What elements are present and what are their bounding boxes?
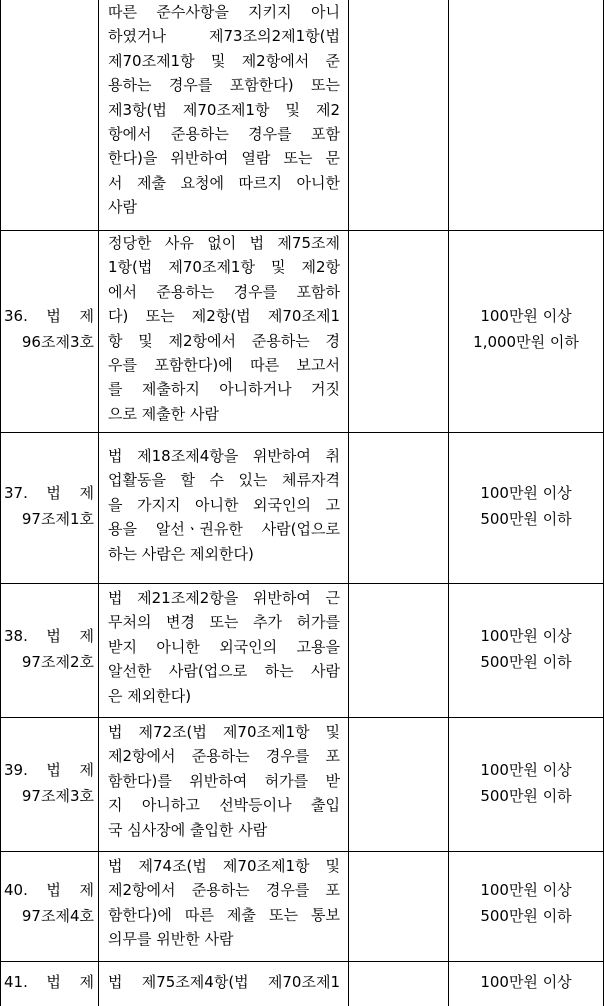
- description-line: 의무를 위반한 사람: [108, 930, 234, 949]
- article-number: [4, 623, 94, 675]
- column-divider: [348, 0, 349, 1006]
- description-line: 정당한 사유 없이 법 제75조제: [108, 234, 340, 252]
- article-number-line: 97조제2호: [21, 653, 94, 671]
- article-number-line: 96조제3호: [21, 333, 94, 351]
- description-line: 법 제74조(법 제70조제1항 및: [108, 857, 340, 875]
- description-line: 다) 또는 제2항(법 제70조제1: [108, 307, 340, 326]
- description-line: 하는 사람은 제외한다): [108, 544, 254, 563]
- description-line: 따른 준수사항을 지키지 아니: [108, 3, 340, 21]
- penalty-min: 100만원 이상: [480, 881, 572, 899]
- penalty-amount: [452, 757, 600, 809]
- article-number-line: 39. 법 제: [4, 761, 94, 779]
- description-line: 하였거나 제73조의2제1항(법: [108, 27, 340, 46]
- article-number: [4, 480, 94, 532]
- article-number-line: 97조제4호: [21, 907, 94, 925]
- row-divider: [0, 432, 604, 433]
- description-line: 알선한 사람(업으로 하는 사람: [108, 662, 340, 681]
- description-line: 항 및 제2항에서 준용하는 경: [108, 331, 340, 350]
- penalty-max: 1,000만원 이하: [473, 333, 579, 351]
- description-line: 법 제21조제2항을 위반하여 근: [108, 589, 340, 607]
- penalty-max: 500만원 이하: [480, 510, 572, 528]
- description-line: 법 제75조제4항(법 제70조제1: [108, 973, 340, 991]
- description-line: 업활동을 할 수 있는 체류자격: [108, 471, 340, 490]
- description-line: 용을 알선ㆍ권유한 사람(업으로: [108, 520, 340, 539]
- violation-description: [108, 854, 340, 952]
- violation-description: [108, 444, 340, 566]
- penalty-min: 100만원 이상: [480, 973, 572, 991]
- description-line: 제70조제1항 및 제2항에서 준: [108, 51, 340, 70]
- description-line: 를 제출하지 아니하거나 거짓: [108, 380, 340, 399]
- article-number: [4, 303, 94, 355]
- article-number: [4, 757, 94, 809]
- description-line: 용하는 경우를 포함한다) 또는: [108, 76, 340, 95]
- description-line: 무처의 변경 또는 추가 허가를: [108, 613, 340, 632]
- violation-description: [108, 970, 340, 994]
- description-line: 우를 포함한다)에 따른 보고서: [108, 355, 340, 374]
- penalty-min: 100만원 이상: [480, 761, 572, 779]
- table-border-left: [0, 0, 1, 1006]
- description-line: 에서 준용하는 경우를 포함하: [108, 282, 340, 301]
- description-line: 항에서 준용하는 경우를 포함: [108, 124, 340, 143]
- article-number-line: 40. 법 제: [4, 881, 94, 899]
- description-line: 한다)을 위반하여 열람 또는 문: [108, 149, 340, 168]
- description-line: 제2항에서 준용하는 경우를 포: [108, 747, 340, 766]
- penalty-amount: [452, 969, 600, 995]
- row-divider: [0, 851, 604, 852]
- penalty-amount: [452, 303, 600, 355]
- description-line: 1항(법 제70조제1항 및 제2항: [108, 258, 340, 277]
- article-number-line: 97조제1호: [21, 510, 94, 528]
- column-divider: [448, 0, 449, 1006]
- description-line: 지 아니하고 선박등이나 출입: [108, 796, 340, 815]
- penalty-min: 100만원 이상: [480, 307, 572, 325]
- violation-description: [108, 586, 340, 708]
- description-line: 으로 제출한 사람: [108, 404, 219, 423]
- article-number-line: 41. 법 제: [4, 973, 94, 991]
- description-line: 함한다)를 위반하여 허가를 받: [108, 771, 340, 790]
- article-number-line: 97조제3호: [21, 787, 94, 805]
- description-line: 국 심사장에 출입한 사람: [108, 820, 268, 839]
- description-line: 제2항에서 준용하는 경우를 포: [108, 881, 340, 900]
- violation-description: [108, 231, 340, 426]
- description-line: 법 제72조(법 제70조제1항 및: [108, 723, 340, 741]
- column-divider: [98, 0, 99, 1006]
- row-divider: [0, 961, 604, 962]
- description-line: 함한다)에 따른 제출 또는 통보: [108, 905, 340, 924]
- description-line: 사람: [108, 198, 137, 217]
- row-divider: [0, 583, 604, 584]
- penalty-min: 100만원 이상: [480, 627, 572, 645]
- article-number-line: 36. 법 제: [4, 307, 94, 325]
- description-line: 서 제출 요청에 따르지 아니한: [108, 173, 340, 192]
- description-line: 을 가지지 아니한 외국인의 고: [108, 495, 340, 514]
- article-number-line: 38. 법 제: [4, 627, 94, 645]
- row-divider: [0, 717, 604, 718]
- penalty-amount: [452, 480, 600, 532]
- description-line: 은 제외한다): [108, 686, 192, 705]
- penalty-max: 500만원 이하: [480, 907, 572, 925]
- penalty-max: 500만원 이하: [480, 787, 572, 805]
- description-line: 법 제18조제4항을 위반하여 취: [108, 447, 340, 465]
- penalty-amount: [452, 877, 600, 929]
- penalty-min: 100만원 이상: [480, 484, 572, 502]
- article-number-line: 37. 법 제: [4, 484, 94, 502]
- article-number: [4, 877, 94, 929]
- description-line: 제3항(법 제70조제1항 및 제2: [108, 100, 340, 119]
- penalty-max: 500만원 이하: [480, 653, 572, 671]
- violation-description: [108, 0, 340, 220]
- violation-description: [108, 720, 340, 842]
- penalty-amount: [452, 623, 600, 675]
- article-number: [4, 969, 94, 995]
- description-line: 받지 아니한 외국인의 고용을: [108, 637, 340, 656]
